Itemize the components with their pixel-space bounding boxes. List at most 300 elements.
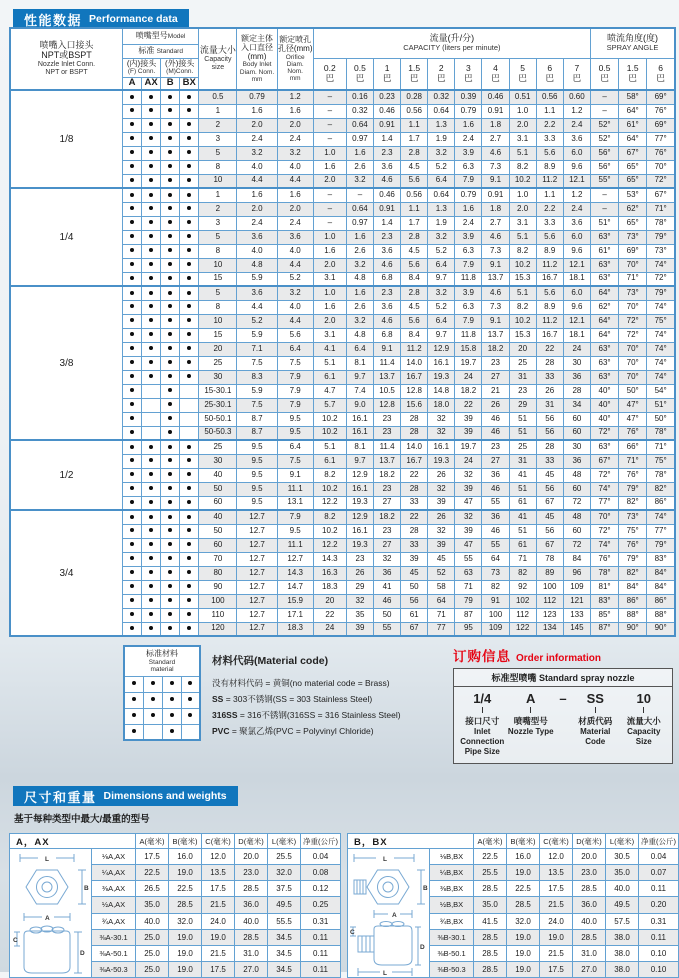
dims-table-b-bx — [347, 833, 679, 978]
flow-value-cell: 3.1 — [509, 216, 536, 230]
dims-value-cell: 21.5 — [202, 945, 235, 961]
spray-angle-cell: 85° — [591, 608, 619, 622]
dims-value-cell: 38.0 — [606, 929, 639, 945]
flow-value-cell: 0.56 — [401, 104, 428, 118]
capacity-size-cell: 90 — [199, 580, 237, 594]
order-part-code: 10 — [636, 691, 651, 706]
spray-angle-cell: 83° — [591, 594, 619, 608]
flow-value-cell: 1.0 — [509, 188, 536, 202]
model-availability-dot-cell — [180, 412, 199, 426]
spray-angle-cell: 70° — [591, 510, 619, 524]
availability-dot — [149, 445, 153, 449]
dims-value-cell: 57.5 — [606, 913, 639, 929]
col-header-standard: 标准 Standard — [122, 44, 198, 58]
availability-dot — [168, 500, 172, 504]
capacity-size-cell: 20 — [199, 342, 237, 356]
flow-value-cell: 5.1 — [313, 440, 346, 454]
flow-value-cell: 33 — [401, 496, 428, 510]
flow-value-cell: 18.3 — [313, 580, 346, 594]
spray-angle-cell: 65° — [619, 174, 647, 188]
model-availability-dot-cell — [142, 426, 161, 440]
flow-value-cell: 64 — [428, 594, 455, 608]
model-availability-dot-cell — [122, 538, 141, 552]
flow-value-cell: 6.1 — [313, 370, 346, 384]
flow-value-cell: 23 — [482, 440, 509, 454]
spray-angle-cell: 64° — [591, 314, 619, 328]
model-availability-dot-cell — [142, 468, 161, 482]
spray-angle-cell: 90° — [647, 622, 675, 636]
model-availability-dot-cell — [122, 174, 141, 188]
flow-value-cell: 1.7 — [401, 216, 428, 230]
pressure-column-header — [536, 58, 563, 90]
dims-value-cell: 36.0 — [235, 897, 268, 913]
flow-value-cell: 2.7 — [482, 132, 509, 146]
pressure-unit: 巴 — [628, 72, 637, 83]
model-availability-dot-cell — [122, 272, 141, 286]
body-inlet-diam-cell: 4.0 — [237, 160, 277, 174]
availability-dot — [187, 304, 191, 308]
availability-dot — [149, 556, 153, 560]
dims-table-name: A，AX — [10, 834, 136, 849]
flow-value-cell: 19.3 — [428, 370, 455, 384]
flow-value-cell: 30 — [563, 356, 590, 370]
model-availability-dot-cell — [161, 90, 180, 104]
capacity-size-cell: 70 — [199, 552, 237, 566]
dims-model-label: ½A,AX — [92, 897, 136, 913]
model-availability-dot-cell — [161, 314, 180, 328]
availability-dot — [170, 713, 174, 717]
pressure-value: 1 — [384, 63, 390, 74]
flow-value-cell: 14.0 — [401, 440, 428, 454]
availability-dot — [187, 136, 191, 140]
spray-angle-cell: 54° — [647, 384, 675, 398]
flow-value-cell: 3.3 — [536, 132, 563, 146]
flow-value-cell: 36 — [482, 510, 509, 524]
dims-value-cell: 0.11 — [301, 945, 341, 961]
inlet-en1: Nozzle Inlet Conn. — [37, 61, 96, 69]
flow-value-cell: 15.3 — [509, 272, 536, 286]
orifice-diam-cell: 11.1 — [277, 538, 313, 552]
model-availability-dot-cell — [122, 104, 141, 118]
model-availability-dot-cell — [142, 314, 161, 328]
flow-value-cell: 4.1 — [313, 342, 346, 356]
dims-value-cell: 38.0 — [606, 945, 639, 961]
orifice-diam-cell: 9.5 — [277, 524, 313, 538]
flow-value-cell: – — [313, 188, 346, 202]
spray-angle-cell: 77° — [647, 524, 675, 538]
orifice-diam-cell: 1.6 — [277, 104, 313, 118]
dims-value-cell: 19.0 — [169, 929, 202, 945]
flow-value-cell: 19.7 — [455, 356, 482, 370]
spray-angle-cell: 65° — [619, 160, 647, 174]
flow-value-cell: 23 — [374, 426, 401, 440]
dims-value-cell: 0.04 — [639, 849, 679, 865]
flow-value-cell: 10.2 — [509, 314, 536, 328]
spray-angle-cell: 50° — [619, 384, 647, 398]
dims-model-label: ⅛A,AX — [92, 849, 136, 865]
model-availability-dot-cell — [180, 174, 199, 188]
flow-value-cell: 91 — [482, 594, 509, 608]
spray-angle-cell: 40° — [591, 384, 619, 398]
order-box — [453, 668, 673, 764]
order-part — [620, 691, 669, 757]
flow-value-cell: 56 — [536, 524, 563, 538]
flow-value-cell: 2.4 — [455, 132, 482, 146]
pressure-unit: 巴 — [545, 72, 554, 83]
flow-value-cell: 14.3 — [313, 552, 346, 566]
flow-value-cell: 77 — [428, 622, 455, 636]
body-inlet-diam-cell: 12.7 — [237, 566, 277, 580]
flow-value-cell: 5.6 — [401, 314, 428, 328]
model-availability-dot-cell — [122, 566, 141, 580]
flow-value-cell: 16.1 — [346, 412, 373, 426]
availability-dot — [149, 262, 153, 266]
flow-value-cell: 134 — [536, 622, 563, 636]
model-availability-dot-cell — [161, 230, 180, 244]
model-availability-dot-cell — [142, 90, 161, 104]
flow-value-cell: 5.2 — [428, 300, 455, 314]
availability-dot — [130, 626, 134, 630]
flow-value-cell: 32 — [428, 412, 455, 426]
spray-angle-cell: 71° — [619, 454, 647, 468]
model-availability-dot-cell — [181, 724, 200, 740]
col-header-f-conn: (内)接头 (F) Conn. — [122, 58, 160, 77]
flow-value-cell: 47 — [455, 496, 482, 510]
availability-dot — [168, 528, 172, 532]
flow-value-cell: 4.6 — [374, 174, 401, 188]
model-availability-dot-cell — [142, 118, 161, 132]
dims-value-cell: 0.11 — [639, 929, 679, 945]
body-inlet-diam-cell: 12.7 — [237, 538, 277, 552]
flow-value-cell: 1.0 — [313, 146, 346, 160]
flow-value-cell: 16.1 — [346, 482, 373, 496]
dims-value-cell: 0.11 — [639, 881, 679, 897]
capacity-size-cell: 10 — [199, 258, 237, 272]
order-part — [458, 691, 507, 757]
spray-angle-cell: 79° — [647, 286, 675, 300]
model-availability-dot-cell — [122, 90, 141, 104]
spray-angle-cell: 73° — [619, 286, 647, 300]
model-availability-dot-cell — [142, 132, 161, 146]
model-availability-dot-cell — [180, 594, 199, 608]
model-availability-dot-cell — [161, 272, 180, 286]
pressure-unit: 巴 — [572, 72, 582, 83]
availability-dot — [168, 458, 172, 462]
model-availability-dot-cell — [180, 216, 199, 230]
availability-dot — [130, 458, 134, 462]
spray-angle-cell: 75° — [647, 454, 675, 468]
pressure-column-header — [374, 58, 401, 90]
dims-col-header: L(毫米) — [606, 834, 639, 849]
flow-value-cell: 4.7 — [313, 384, 346, 398]
flow-value-cell: 18.2 — [482, 342, 509, 356]
model-availability-dot-cell — [122, 580, 141, 594]
dims-value-cell: 32.0 — [507, 913, 540, 929]
pressure-unit: 巴 — [518, 72, 527, 83]
flow-value-cell: 0.97 — [346, 132, 373, 146]
dims-model-label: ⅜A-30.1 — [92, 929, 136, 945]
flow-value-cell: 27 — [482, 370, 509, 384]
model-availability-dot-cell — [180, 132, 199, 146]
availability-dot — [151, 681, 155, 685]
dims-value-cell: 24.0 — [202, 913, 235, 929]
flow-value-cell: 4.6 — [374, 314, 401, 328]
flow-value-cell: 71 — [509, 552, 536, 566]
availability-dot — [168, 486, 172, 490]
flow-value-cell: 46 — [482, 482, 509, 496]
flow-value-cell: 27 — [374, 496, 401, 510]
flow-value-cell: 26 — [428, 468, 455, 482]
flow-value-cell: 1.2 — [563, 188, 590, 202]
model-availability-dot-cell — [161, 286, 180, 300]
flow-value-cell: 0.32 — [428, 90, 455, 104]
flow-value-cell: 2.6 — [346, 300, 373, 314]
flow-value-cell: 55 — [374, 622, 401, 636]
dims-value-cell: 19.0 — [507, 929, 540, 945]
model-availability-dot-cell — [180, 370, 199, 384]
flow-value-cell: 16.1 — [346, 426, 373, 440]
availability-dot — [149, 500, 153, 504]
availability-dot — [168, 346, 172, 350]
flow-value-cell: 4.5 — [401, 300, 428, 314]
model-column-a: A — [122, 77, 141, 90]
dims-value-cell: 30.5 — [606, 849, 639, 865]
model-availability-dot-cell — [142, 454, 161, 468]
availability-dot — [130, 304, 134, 308]
col-header-capacity: 流量(升/分) CAPACITY (liters per minute) — [313, 28, 590, 58]
spray-angle-cell: 76° — [619, 538, 647, 552]
body-inlet-diam-cell: 9.5 — [237, 482, 277, 496]
orifice-diam-cell: 12.7 — [277, 552, 313, 566]
spray-angle-cell: 82° — [647, 482, 675, 496]
availability-dot — [170, 729, 174, 733]
flow-value-cell: 39 — [455, 524, 482, 538]
availability-dot — [130, 332, 134, 336]
model-availability-dot-cell — [162, 676, 181, 692]
dims-value-cell: 32.0 — [169, 913, 202, 929]
flow-value-cell: 36 — [374, 566, 401, 580]
flow-value-cell: 52 — [428, 566, 455, 580]
flow-value-cell: 4.6 — [482, 230, 509, 244]
capacity-size-cell: 100 — [199, 594, 237, 608]
flow-value-cell: 22 — [536, 342, 563, 356]
model-availability-dot-cell — [124, 676, 143, 692]
capacity-size-cell: 8 — [199, 160, 237, 174]
spray-angle-cell: 55° — [591, 174, 619, 188]
dims-value-cell: 28.5 — [474, 881, 507, 897]
availability-dot — [168, 262, 172, 266]
model-availability-dot-cell — [142, 258, 161, 272]
availability-dot — [187, 542, 191, 546]
flow-value-cell: 4.5 — [401, 160, 428, 174]
body-inlet-diam-cell: 2.4 — [237, 216, 277, 230]
flow-value-cell: 32 — [455, 468, 482, 482]
model-availability-dot-cell — [142, 412, 161, 426]
flow-value-cell: 36 — [563, 370, 590, 384]
availability-dot — [168, 332, 172, 336]
flow-value-cell: 15.6 — [401, 398, 428, 412]
availability-dot — [132, 681, 136, 685]
flow-value-cell: 11.4 — [374, 440, 401, 454]
model-availability-dot-cell — [142, 356, 161, 370]
dims-value-cell: 19.0 — [507, 865, 540, 881]
orifice-diam-cell: 1.6 — [277, 188, 313, 202]
availability-dot — [149, 206, 153, 210]
spray-angle-cell: 84° — [619, 580, 647, 594]
flow-value-cell: 12.1 — [563, 314, 590, 328]
availability-dot — [130, 136, 134, 140]
dims-model-label: ¼B,BX — [430, 865, 474, 881]
dims-model-label: ⅜B,BX — [430, 881, 474, 897]
material-dot-row — [124, 724, 200, 740]
flow-value-cell: 6.4 — [346, 342, 373, 356]
flow-value-cell: 5.2 — [428, 160, 455, 174]
pressure-column-header — [563, 58, 590, 90]
flow-value-cell: – — [313, 118, 346, 132]
model-availability-dot-cell — [142, 580, 161, 594]
availability-dot — [187, 164, 191, 168]
availability-dot — [168, 178, 172, 182]
flow-value-cell: 2.2 — [536, 118, 563, 132]
performance-table-wrap — [9, 27, 676, 637]
dims-value-cell: 40.0 — [573, 913, 606, 929]
flow-value-cell: 6.8 — [374, 272, 401, 286]
model-column-bx: BX — [180, 77, 199, 90]
spray-angle-cell: 81° — [591, 580, 619, 594]
flow-value-cell: 1.4 — [374, 132, 401, 146]
availability-dot — [149, 318, 153, 322]
dims-value-cell: 34.5 — [268, 945, 301, 961]
dims-value-cell: 24.0 — [540, 913, 573, 929]
flow-value-cell: 28 — [563, 384, 590, 398]
flow-value-cell: 6.4 — [428, 174, 455, 188]
model-availability-dot-cell — [122, 594, 141, 608]
dims-value-cell: 0.04 — [301, 849, 341, 865]
availability-dot — [168, 206, 172, 210]
capacity-size-cell: 10 — [199, 174, 237, 188]
availability-dot — [130, 472, 134, 476]
spray-angle-cell: 51° — [591, 216, 619, 230]
availability-dot — [168, 402, 172, 406]
flow-value-cell: 11.4 — [374, 356, 401, 370]
dims-value-cell: 22.5 — [474, 849, 507, 865]
nozzle-diagram-a-ax — [12, 851, 90, 977]
body-inlet-diam-cell: 4.4 — [237, 300, 277, 314]
flow-value-cell: 9.1 — [482, 314, 509, 328]
model-availability-dot-cell — [142, 440, 161, 454]
availability-dot — [149, 515, 153, 519]
dims-value-cell: 49.5 — [268, 897, 301, 913]
model-availability-dot-cell — [180, 538, 199, 552]
capacity-size-cell: 30 — [199, 454, 237, 468]
spray-angle-cell: 64° — [619, 104, 647, 118]
material-desc: = 316不锈钢(316SS = 316 Stainless Steel) — [237, 710, 401, 720]
availability-dot — [168, 542, 172, 546]
flow-value-cell: 11.2 — [536, 314, 563, 328]
model-availability-dot-cell — [180, 440, 199, 454]
model-availability-dot-cell — [161, 440, 180, 454]
material-dot-row — [124, 692, 200, 708]
flow-value-cell: 8.2 — [509, 300, 536, 314]
flow-value-cell: 2.8 — [401, 286, 428, 300]
availability-dot — [130, 220, 134, 224]
spray-angle-cell: 78° — [647, 426, 675, 440]
body-inlet-diam-cell: 12.7 — [237, 510, 277, 524]
model-availability-dot-cell — [122, 496, 141, 510]
nozzle-diagram — [348, 851, 429, 977]
availability-dot — [187, 500, 191, 504]
availability-dot — [130, 445, 134, 449]
flow-value-cell: 16.1 — [428, 356, 455, 370]
availability-dot — [149, 136, 153, 140]
spray-angle-cell: 63° — [591, 272, 619, 286]
flow-value-cell: 95 — [455, 622, 482, 636]
dimensions-banner — [13, 786, 238, 806]
svg-text:L: L — [382, 856, 387, 863]
dims-diagram-cell — [10, 849, 92, 978]
col-header-capacity-size: 流量大小 Capacity size — [199, 28, 237, 90]
flow-value-cell: 16.7 — [401, 370, 428, 384]
dims-value-cell: 12.0 — [202, 849, 235, 865]
orifice-diam-cell: 5.6 — [277, 328, 313, 342]
flow-value-cell: 11.2 — [401, 342, 428, 356]
body-inlet-diam-cell: 3.6 — [237, 230, 277, 244]
model-availability-dot-cell — [161, 566, 180, 580]
dims-value-cell: 25.0 — [136, 929, 169, 945]
flow-value-cell: 63 — [455, 566, 482, 580]
flow-value-cell: 4.8 — [346, 272, 373, 286]
spray-angle-cell: 65° — [619, 216, 647, 230]
availability-dot — [187, 570, 191, 574]
availability-dot — [187, 122, 191, 126]
body-inlet-diam-cell: 3.2 — [237, 146, 277, 160]
availability-dot — [187, 193, 191, 197]
dims-model-label: ⅜A-50.1 — [92, 945, 136, 961]
flow-value-cell: 3.9 — [455, 230, 482, 244]
flow-value-cell: 7.4 — [346, 384, 373, 398]
flow-value-cell: 5.6 — [536, 286, 563, 300]
spray-angle-cell: 72° — [591, 426, 619, 440]
flow-value-cell: 2.3 — [374, 230, 401, 244]
availability-dot — [168, 472, 172, 476]
model-availability-dot-cell — [180, 300, 199, 314]
flow-value-cell: 33 — [401, 538, 428, 552]
flow-value-cell: 12.1 — [563, 258, 590, 272]
availability-dot — [168, 291, 172, 295]
availability-dot — [168, 570, 172, 574]
flow-value-cell: 92 — [509, 580, 536, 594]
flow-value-cell: 28 — [401, 524, 428, 538]
body-inlet-diam-cell: 4.0 — [237, 244, 277, 258]
model-availability-dot-cell — [180, 524, 199, 538]
dims-value-cell: 26.5 — [136, 881, 169, 897]
capacity-size-cell: 5 — [199, 286, 237, 300]
flow-value-cell: 6.3 — [455, 160, 482, 174]
flow-value-cell: 1.1 — [401, 202, 428, 216]
flow-value-cell: 5.1 — [509, 146, 536, 160]
spray-angle-cell: 73° — [619, 510, 647, 524]
spray-angle-cell: 67° — [619, 146, 647, 160]
flow-value-cell: 3.1 — [313, 272, 346, 286]
col-header-model: 喷嘴型号Model — [122, 28, 198, 44]
flow-value-cell: 8.2 — [509, 244, 536, 258]
dims-model-label: ⅜A-50.3 — [92, 961, 136, 977]
capacity-size-cell: 50-50.3 — [199, 426, 237, 440]
capacity-size-cell: 40 — [199, 510, 237, 524]
flow-value-cell: 20 — [509, 342, 536, 356]
availability-dot — [168, 430, 172, 434]
flow-value-cell: 6.8 — [374, 328, 401, 342]
